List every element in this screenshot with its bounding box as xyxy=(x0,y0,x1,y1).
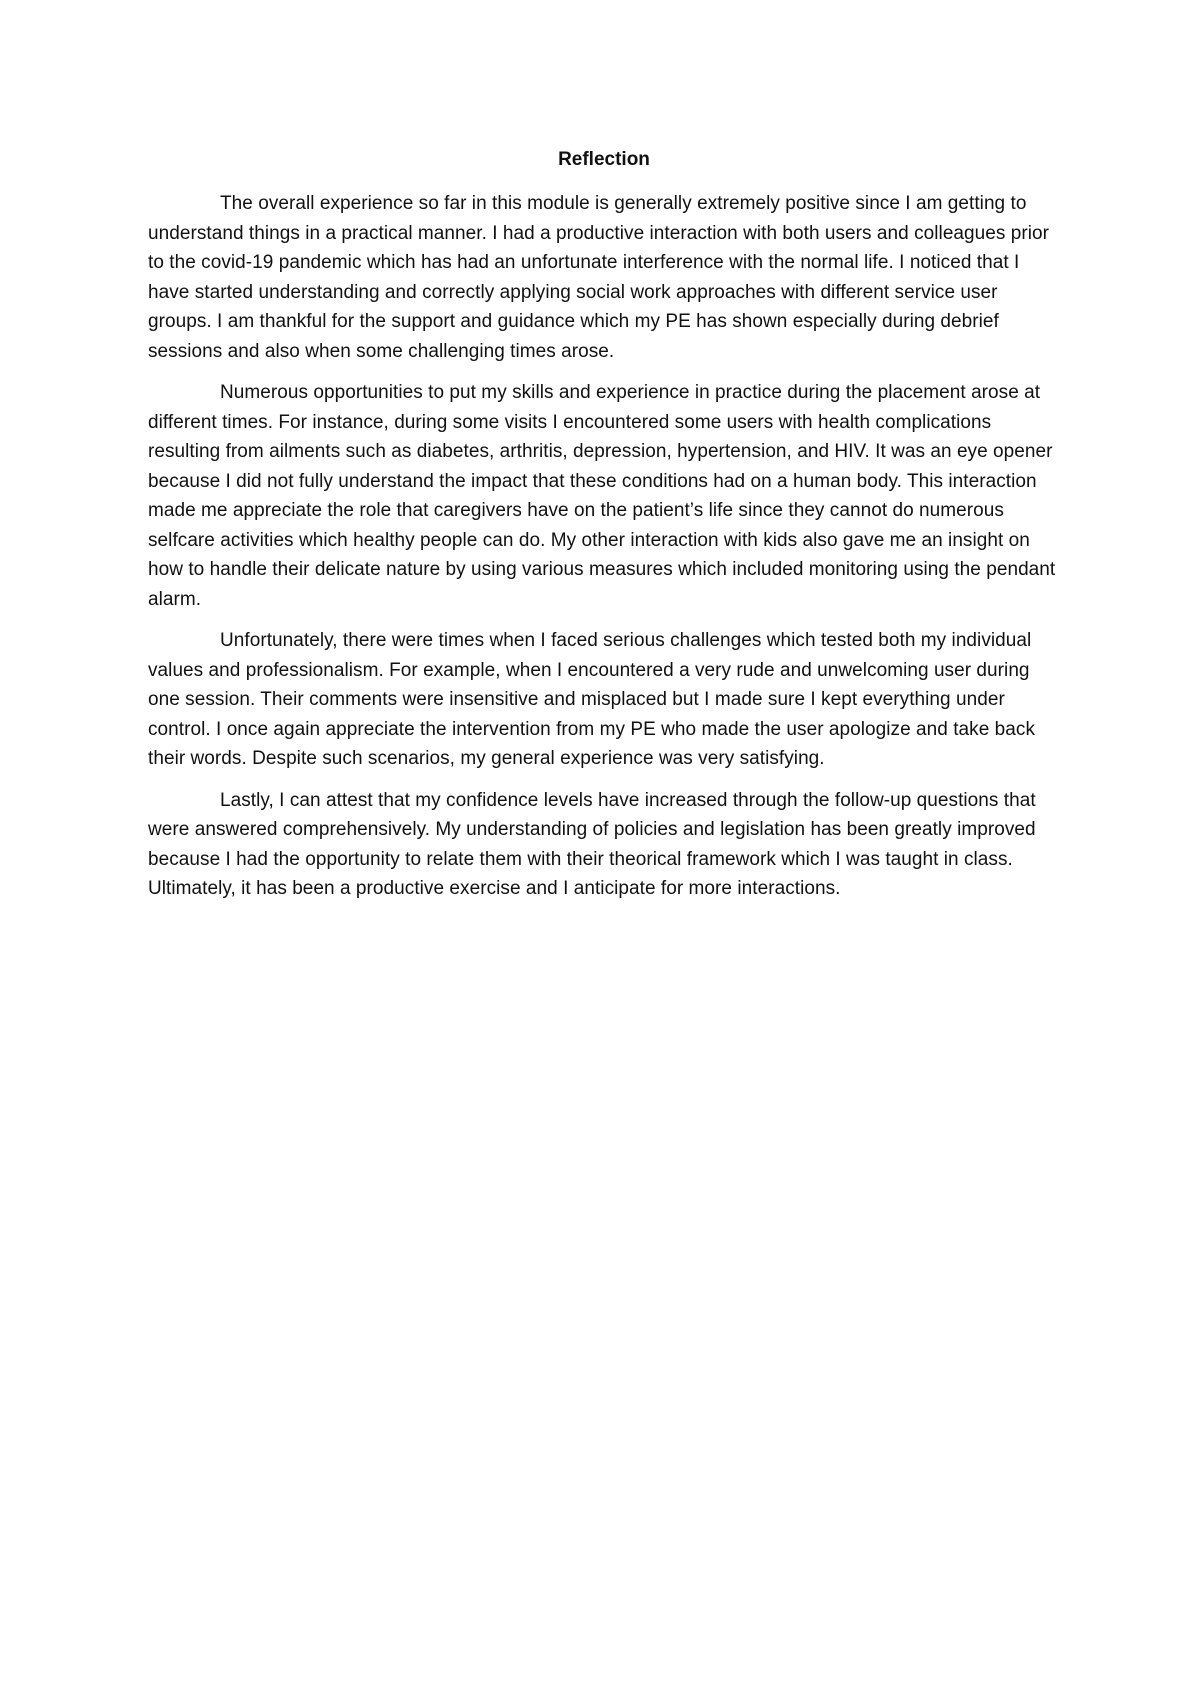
paragraph-1: The overall experience so far in this module is generally extremely positive since I am getting to understand things in a practical manner. I had a productive interaction with both users and colleagues prior to the covid-19 pandemic which has had an unfortunate interference with the normal life. I noticed that I have started understanding and correctly applying social work approaches with different service user groups. I am thankful for the support and guidance which my PE has shown especially during debrief sessions and also when some challenging times arose. xyxy=(148,193,1050,362)
page-title: Reflection xyxy=(558,149,650,170)
paragraph-2: Numerous opportunities to put my skills and experience in practice during the placement arose at different times. For instance, during some visits I encountered some users with health complications resulting from ailments such as diabetes, arthritis, depression, hypertension, and HIV. It was an eye opener because I did not fully understand the impact that these conditions had on a human body. This interaction made me appreciate the role that caregivers have on the patient’s life since they cannot do numerous selfcare activities which healthy people can do. My other interaction with kids also gave me an insight on how to handle their delicate nature by using various measures which included monitoring using the pendant alarm. xyxy=(148,382,1056,610)
paragraph-3: Unfortunately, there were times when I faced serious challenges which tested both my individual values and professionalism. For example, when I encountered a very rude and unwelcoming user during one session. Their comments were insensitive and misplaced but I made sure I kept everything under control. I once again appreciate the intervention from my PE who made the user apologize and take back their words. Despite such scenarios, my general experience was very satisfying. xyxy=(148,630,1036,769)
paragraph-4: Lastly, I can attest that my confidence levels have increased through the follow-up questions that were answered comprehensively. My understanding of policies and legislation has been greatly improved because I had the opportunity to relate them with their theorical framework which I was taught in class. Ultimately, it has been a productive exercise and I anticipate for more interactions. xyxy=(148,789,1036,899)
